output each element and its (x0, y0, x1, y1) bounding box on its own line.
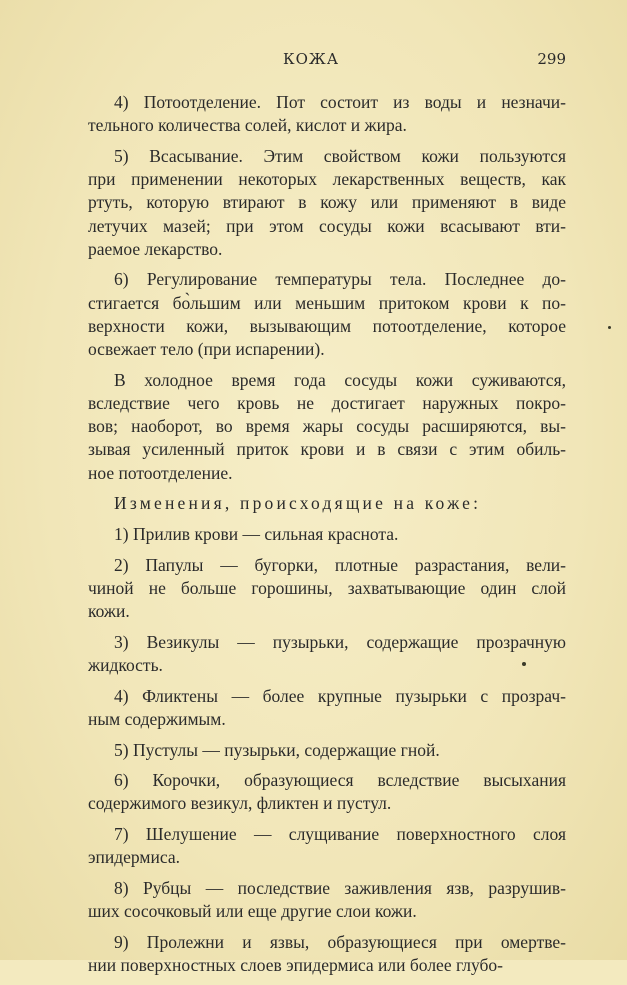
paragraph (88, 91, 566, 137)
text-line: ртуть, которую втирают в кожу или применяют в виде (88, 192, 566, 213)
text-line: 4) Потоотделение. Пот состоит из воды и незначи- (114, 92, 566, 112)
paragraph (88, 769, 566, 815)
page-body-text (88, 91, 566, 985)
text-line: 8) Рубцы — последствие заживления язв, разрушив- (114, 878, 566, 899)
text-line: содержимого везикул, фликтен и пустул. (88, 793, 392, 814)
text-line: ное потоотделение. (88, 462, 233, 483)
text-line: 5) Пустулы — пузырьки, содержащие гной. (114, 739, 440, 760)
paragraph (88, 739, 566, 762)
paragraph (88, 369, 566, 485)
paragraph (88, 877, 566, 923)
text-line: 3) Везикулы — пузырьки, содержащие прозрачную (114, 631, 566, 652)
paragraph (88, 268, 566, 361)
text-line: летучих мазей; при этом сосуды кожи всасывают вти- (88, 215, 566, 236)
text-line: нии поверхностных слоев эпидермиса или более глубо- (88, 955, 503, 976)
text-line: ным содержимым. (88, 708, 226, 729)
ink-speck (608, 326, 611, 329)
running-head: КОЖА (283, 50, 340, 68)
paragraph (88, 554, 566, 624)
text-line: чиной не больше горошины, захватывающие один слой (88, 577, 566, 598)
text-line: Изменения, происходящие на коже: (114, 493, 482, 514)
paragraph (88, 631, 566, 677)
text-line: 7) Шелушение — слущивание поверхностного слоя (114, 824, 566, 845)
text-line: вследствие чего кровь не достигает наружных покро- (88, 392, 566, 413)
page-header (88, 50, 566, 72)
text-line: зывая усиленный приток крови и в связи с этим обиль- (88, 439, 566, 460)
text-line: ших сосочковый или еще другие слои кожи. (88, 901, 417, 922)
paragraph (88, 145, 566, 261)
text-line: 5) Всасывание. Этим свойством кожи пользуются (114, 145, 566, 166)
paragraph (88, 931, 566, 977)
text-line: 6) Корочки, образующиеся вследствие высыхания (114, 770, 566, 791)
page-number: 299 (537, 50, 566, 68)
text-line: жидкость. (88, 654, 163, 675)
text-line: 9) Пролежни и язвы, образующиеся при омертве- (114, 932, 566, 952)
text-line: 4) Фликтены — более крупные пузырьки с прозрач- (114, 685, 566, 706)
paragraph (88, 492, 566, 515)
paragraph (88, 523, 566, 546)
text-line: вов; наоборот, во время жары сосуды расширяются, вы- (88, 416, 566, 437)
paragraph (88, 823, 566, 869)
text-line: эпидермиса. (88, 847, 180, 868)
ink-speck (522, 662, 526, 666)
text-line: верхности кожи, вызывающим потоотделение, которое (88, 315, 566, 336)
text-line: 1) Прилив крови — сильная краснота. (114, 523, 399, 544)
text-line: при применении некоторых лекарственных веществ, как (88, 169, 566, 190)
text-line: В холодное время года сосуды кожи суживаются, (114, 369, 566, 390)
text-line: 2) Папулы — бугорки, плотные разрастания, вели- (114, 554, 566, 575)
text-line: 6) Регулирование температуры тела. Последнее до- (114, 269, 566, 290)
text-line: тельного количества солей, кислот и жира. (88, 115, 407, 136)
text-line: освежает тело (при испарении). (88, 339, 325, 360)
text-line: стигается бо̀льшим или меньшим притоком крови к по- (88, 292, 566, 313)
text-line: кожи. (88, 601, 130, 622)
paragraph (88, 685, 566, 731)
text-line: раемое лекарство. (88, 238, 223, 259)
